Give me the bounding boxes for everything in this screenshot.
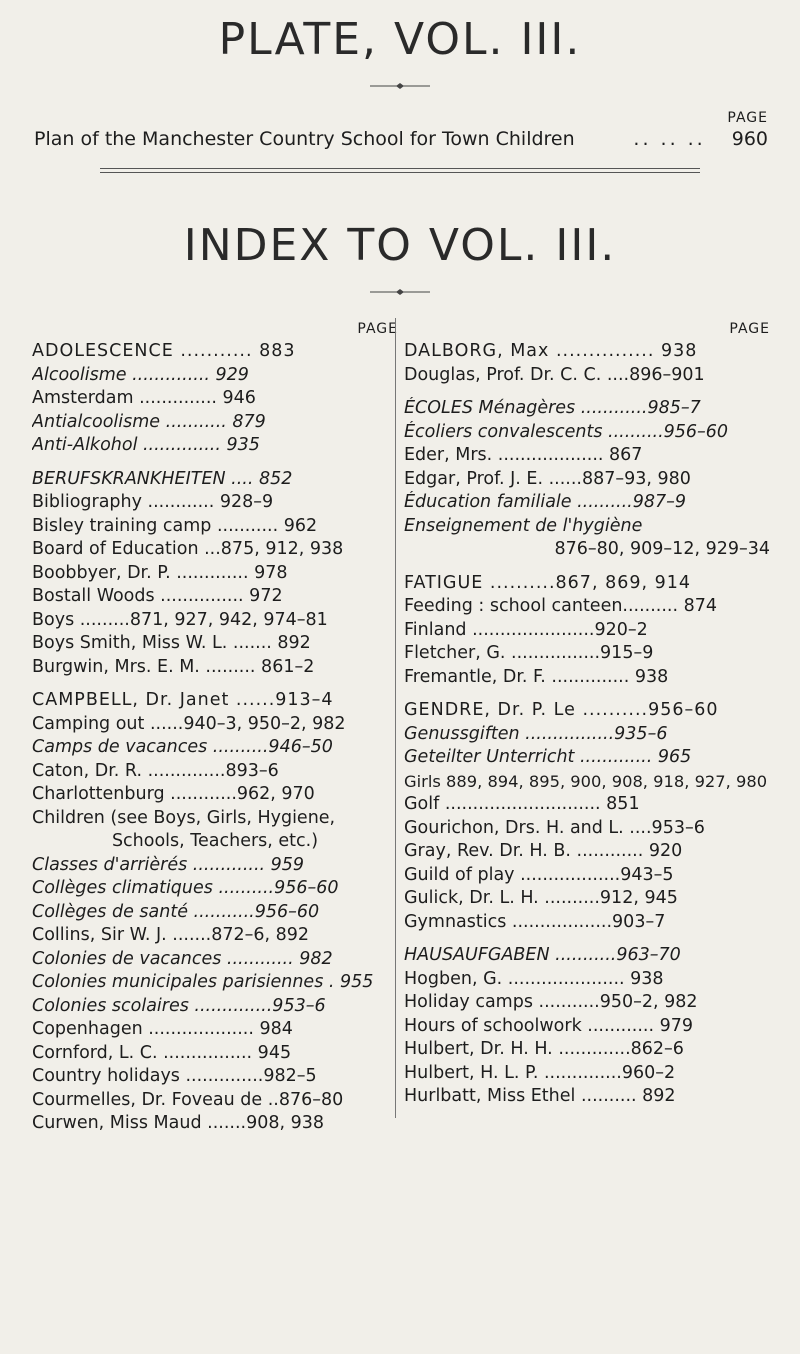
- page-column-label: PAGE: [357, 321, 398, 337]
- index-entry: Girls 889, 894, 895, 900, 908, 918, 927, 980: [404, 771, 768, 791]
- index-entry: Bisley training camp ........... 962: [32, 515, 318, 536]
- index-entry: Collèges de santé ...........956–60: [32, 901, 320, 922]
- index-entry: Éducation familiale ..........987–9: [404, 492, 687, 512]
- index-entry: Schools, Teachers, etc.): [111, 831, 319, 851]
- index-entry: Colonies de vacances ............ 982: [32, 948, 333, 969]
- index-entry: Antialcoolisme ........... 879: [32, 411, 266, 432]
- index-entry: 876–80, 909–12, 929–34: [554, 539, 770, 559]
- index-entry: Edgar, Prof. J. E. ......887–93, 980: [404, 468, 691, 489]
- plate-title: PLATE, VOL. III.: [218, 14, 582, 65]
- index-entry: Gourichon, Drs. H. and L. ....953–6: [404, 817, 705, 838]
- index-entry: Douglas, Prof. Dr. C. C. ....896–901: [404, 364, 705, 385]
- index-entry: Charlottenburg ............962, 970: [32, 784, 315, 804]
- index-entry: Bibliography ............ 928–9: [32, 492, 274, 512]
- index-column-left: [32, 318, 398, 1136]
- index-entry: BERUFSKRANKHEITEN .... 852: [32, 468, 293, 489]
- index-entry: Country holidays ..............982–5: [32, 1066, 317, 1086]
- index-entry: Boobbyer, Dr. P. ............. 978: [32, 562, 288, 583]
- index-entry: Enseignement de l'hygiène: [404, 515, 643, 536]
- index-entry: Golf ............................ 851: [404, 794, 640, 814]
- index-entry: Camps de vacances ..........946–50: [32, 737, 333, 757]
- index-entry: Finland ......................920–2: [404, 619, 648, 640]
- index-entry: Anti-Alkohol .............. 935: [32, 435, 260, 455]
- plate-page-number: 960: [731, 128, 768, 150]
- index-entry: DALBORG, Max ............... 938: [404, 341, 698, 361]
- divider-rule: [100, 168, 700, 169]
- index-entry: Eder, Mrs. ................... 867: [404, 445, 643, 465]
- index-entry: Burgwin, Mrs. E. M. ......... 861–2: [32, 656, 315, 677]
- index-entry: Amsterdam .............. 946: [32, 388, 256, 408]
- index-entry: Hogben, G. ..................... 938: [404, 968, 664, 989]
- index-entry: Children (see Boys, Girls, Hygiene,: [32, 807, 336, 828]
- index-entry: Colonies municipales parisiennes . 955: [32, 972, 374, 992]
- index-entry: Fletcher, G. ................915–9: [404, 643, 654, 663]
- index-entry: Hulbert, Dr. H. H. .............862–6: [404, 1039, 684, 1059]
- index-entry: Alcoolisme .............. 929: [32, 364, 249, 385]
- index-entry: Collins, Sir W. J. .......872–6, 892: [32, 925, 310, 945]
- index-entry: Boys .........871, 927, 942, 974–81: [32, 609, 328, 630]
- index-entry: Gymnastics ..................903–7: [404, 911, 666, 932]
- index-entry: ÉCOLES Ménagères ............985–7: [404, 398, 701, 418]
- index-entry: Gulick, Dr. L. H. ..........912, 945: [404, 888, 678, 908]
- index-entry: Feeding : school canteen.......... 874: [404, 596, 718, 616]
- column-divider: [395, 318, 396, 1118]
- index-entry: Curwen, Miss Maud .......908, 938: [32, 1113, 325, 1133]
- ornament-divider: [370, 82, 430, 90]
- index-entry: Hours of schoolwork ............ 979: [404, 1015, 693, 1036]
- index-entry: Fremantle, Dr. F. .............. 938: [404, 666, 669, 687]
- index-entry: Écoliers convalescents ..........956–60: [404, 421, 729, 442]
- index-entry: Cornford, L. C. ................ 945: [32, 1042, 292, 1063]
- ornament-divider: [370, 288, 430, 296]
- index-entry: Guild of play ..................943–5: [404, 864, 674, 885]
- index-entry: FATIGUE ..........867, 869, 914: [404, 572, 691, 593]
- index-entry: Gray, Rev. Dr. H. B. ............ 920: [404, 841, 683, 861]
- index-entry: Hulbert, H. L. P. ..............960–2: [404, 1062, 676, 1083]
- index-entry: Camping out ......940–3, 950–2, 982: [32, 713, 346, 734]
- index-entry: Caton, Dr. R. ..............893–6: [32, 760, 279, 781]
- index-entry: Courmelles, Dr. Foveau de ..876–80: [32, 1089, 344, 1110]
- index-entry: HAUSAUFGABEN ...........963–70: [404, 945, 681, 965]
- page-column-label: PAGE: [729, 321, 770, 337]
- index-entry: GENDRE, Dr. P. Le ..........956–60: [404, 700, 719, 720]
- page-column-label: PAGE: [727, 110, 768, 126]
- leader-dots: .. .. ..: [633, 128, 706, 150]
- index-entry: Genussgiften ................935–6: [404, 723, 668, 744]
- index-entry: Holiday camps ...........950–2, 982: [404, 992, 698, 1012]
- index-entry: Collèges climatiques ..........956–60: [32, 878, 339, 898]
- index-entry: Boys Smith, Miss W. L. ....... 892: [32, 633, 311, 653]
- index-column-right: [404, 318, 770, 1109]
- index-entry: ADOLESCENCE ........... 883: [32, 341, 296, 361]
- index-entry: Copenhagen ................... 984: [32, 1019, 293, 1039]
- index-entry: Geteilter Unterricht ............. 965: [404, 747, 692, 767]
- divider-rule: [100, 172, 700, 173]
- plate-caption: Plan of the Manchester Country School for Town Children: [34, 128, 575, 150]
- index-entry: Colonies scolaires ..............953–6: [32, 995, 326, 1016]
- index-entry: Classes d'arrièrés ............. 959: [32, 854, 305, 875]
- index-entry: Hurlbatt, Miss Ethel .......... 892: [404, 1086, 676, 1106]
- plate-entry: [34, 128, 768, 150]
- index-title: INDEX TO VOL. III.: [183, 220, 617, 271]
- index-entry: Board of Education ...875, 912, 938: [32, 539, 344, 559]
- index-entry: CAMPBELL, Dr. Janet ......913–4: [32, 690, 334, 710]
- index-entry: Bostall Woods ............... 972: [32, 586, 283, 606]
